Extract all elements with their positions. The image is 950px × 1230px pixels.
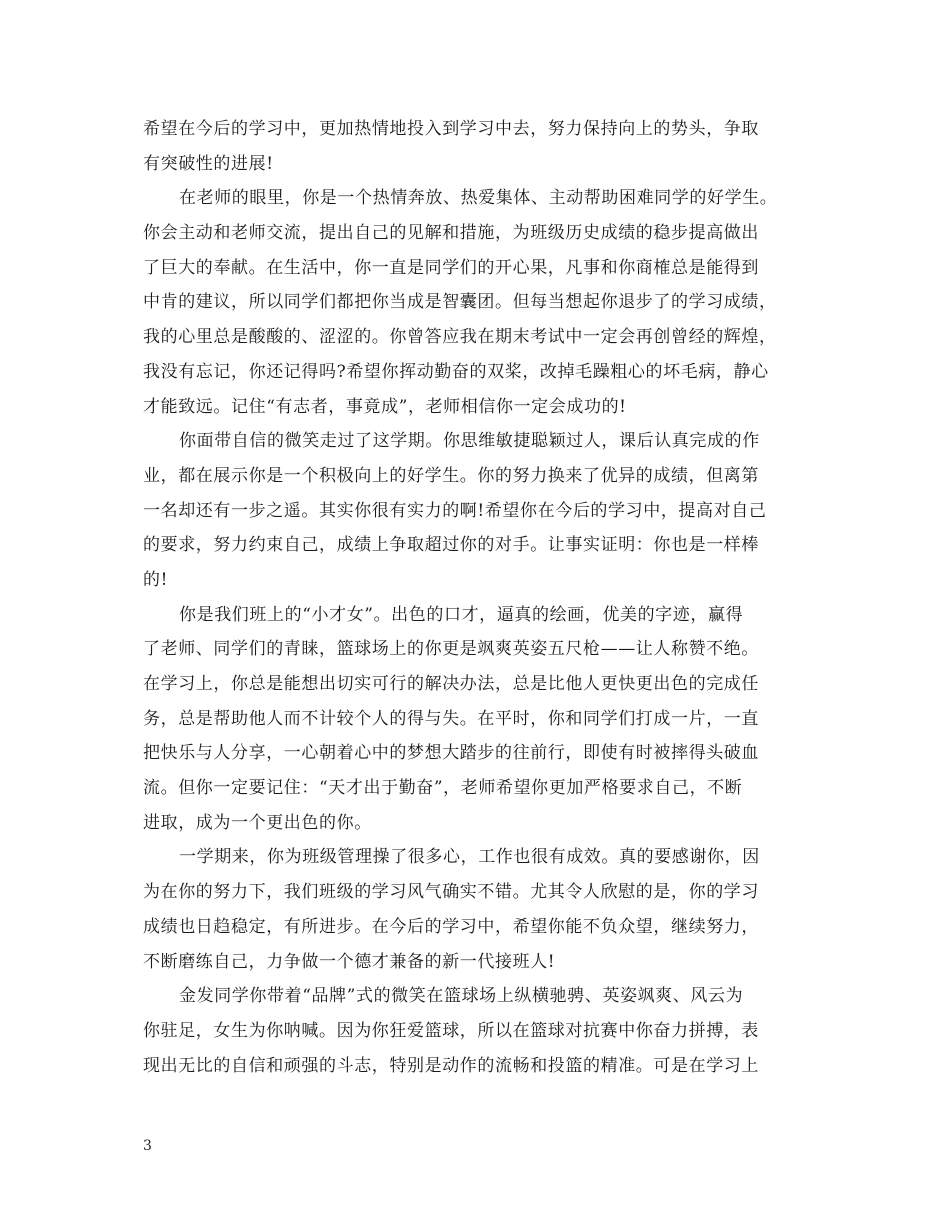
text-line: 了老师、同学们的青睐，篮球场上的你更是飒爽英姿五尺枪——让人称赞不绝。 [143,639,759,660]
page-number: 3 [143,1138,152,1154]
text-line: 了巨大的奉献。在生活中，你一直是同学们的开心果，凡事和你商榷总是能得到 [143,257,759,278]
paragraph-first-line: 你是我们班上的“小才女”。出色的口才，逼真的绘画，优美的字迹，赢得 [179,604,744,625]
text-line: 把快乐与人分享，一心朝着心中的梦想大踏步的往前行，即使有时被摔得头破血 [143,743,759,764]
text-line: 的! [143,569,169,590]
text-line: 为在你的努力下，我们班级的学习风气确实不错。尤其令人欣慰的是，你的学习 [143,882,759,903]
paragraph-first-line: 一学期来，你为班级管理操了很多心，工作也很有成效。真的要感谢你，因 [179,847,760,868]
paragraph-first-line: 你面带自信的微笑走过了这学期。你思维敏捷聪颖过人，课后认真完成的作 [179,431,760,452]
text-line: 流。但你一定要记住：“天才出于勤奋”，老师希望你更加严格要求自己，不断 [143,778,743,799]
paragraph-first-line: 在老师的眼里，你是一个热情奔放、热爱集体、主动帮助困难同学的好学生。 [179,188,778,209]
text-line: 进取，成为一个更出色的你。 [143,812,372,833]
text-line: 的要求，努力约束自己，成绩上争取超过你的对手。让事实证明：你也是一样棒 [143,535,759,556]
paragraph-first-line: 金发同学你带着“品牌”式的微笑在篮球场上纵横驰骋、英姿飒爽、风云为 [179,986,744,1007]
text-line: 才能致远。记住“有志者，事竟成”，老师相信你一定会成功的! [143,396,627,417]
text-line: 有突破性的进展! [143,153,274,174]
text-line: 成绩也日趋稳定，有所进步。在今后的学习中，希望你能不负众望，继续努力， [143,916,759,937]
text-line: 中肯的建议，所以同学们都把你当成是智囊团。但每当想起你退步了的学习成绩， [143,292,777,313]
text-line: 不断磨练自己，力争做一个德才兼备的新一代接班人! [143,951,556,972]
text-line: 一名却还有一步之遥。其实你很有实力的啊!希望你在今后的学习中，提高对自己 [143,500,767,521]
text-line: 务，总是帮助他人而不计较个人的得与失。在平时，你和同学们打成一片，一直 [143,708,759,729]
text-line: 你驻足，女生为你呐喊。因为你狂爱篮球，所以在篮球对抗赛中你奋力拼搏，表 [143,1020,759,1041]
text-line: 现出无比的自信和顽强的斗志，特别是动作的流畅和投篮的精准。可是在学习上 [143,1055,759,1076]
document-body [143,112,811,1083]
text-line: 我的心里总是酸酸的、涩涩的。你曾答应我在期末考试中一定会再创曾经的辉煌， [143,327,777,348]
text-line: 希望在今后的学习中，更加热情地投入到学习中去，努力保持向上的势头，争取 [143,119,759,139]
text-line: 你会主动和老师交流，提出自己的见解和措施，为班级历史成绩的稳步提高做出 [143,223,759,244]
text-line: 业，都在展示你是一个积极向上的好学生。你的努力换来了优异的成绩，但离第 [143,465,759,486]
text-line: 我没有忘记，你还记得吗?希望你挥动勤奋的双桨，改掉毛躁粗心的坏毛病，静心 [143,361,769,382]
text-line: 在学习上，你总是能想出切实可行的解决办法，总是比他人更快更出色的完成任 [143,674,759,694]
